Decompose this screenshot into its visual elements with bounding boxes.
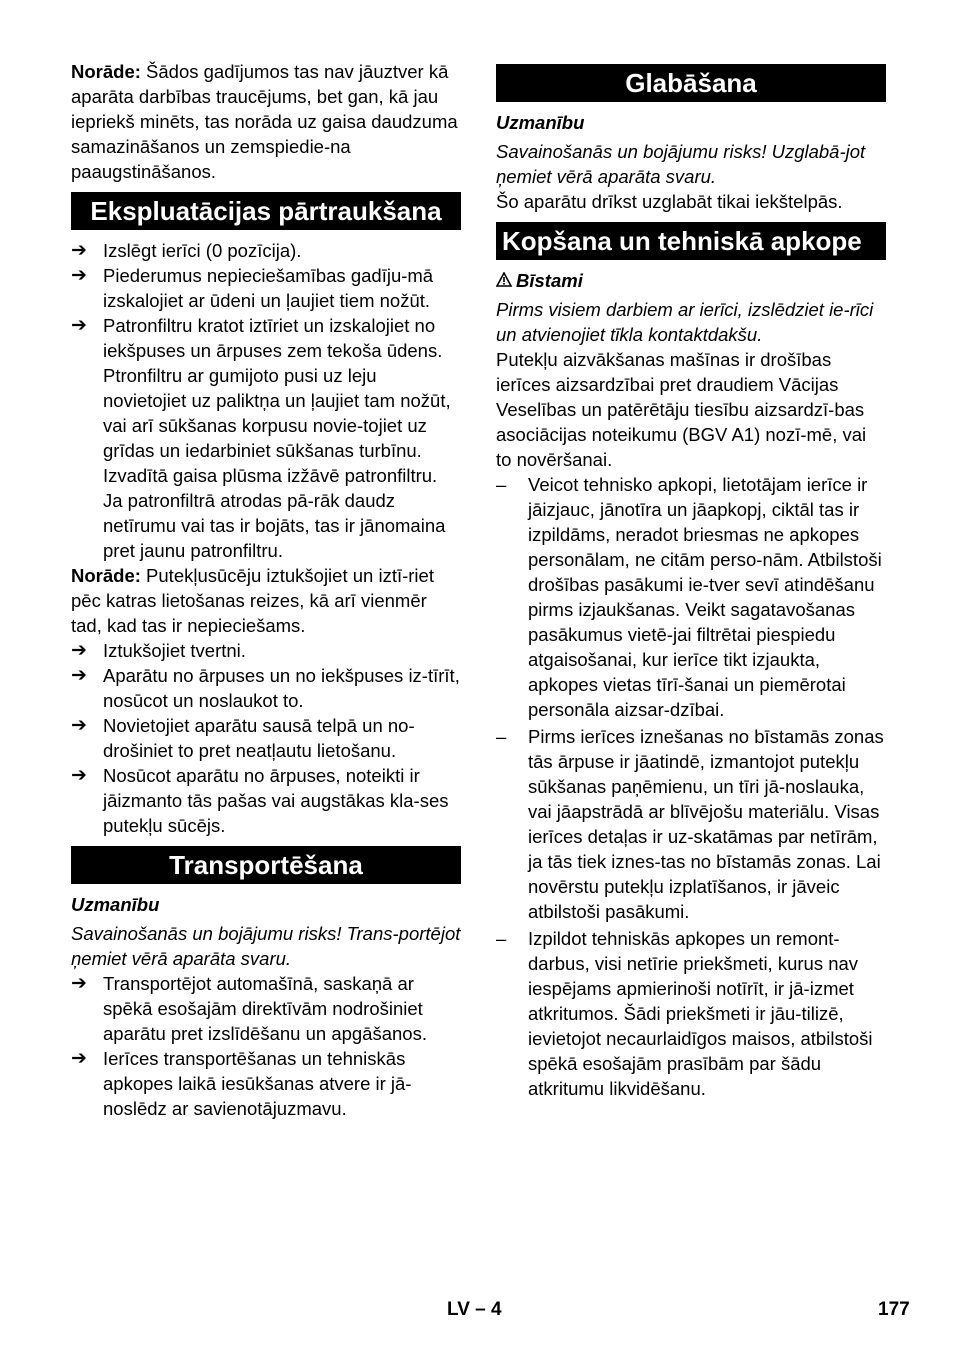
section-heading-decommission: Ekspluatācijas pārtraukšana <box>71 192 461 230</box>
danger-label: Bīstami <box>516 270 583 291</box>
note-paragraph <box>71 563 461 638</box>
arrow-right-icon: ➔ <box>71 265 87 286</box>
dash-bullet-icon: – <box>496 474 507 495</box>
arrow-right-icon: ➔ <box>71 640 87 661</box>
section-heading-transport: Transportēšana <box>71 846 461 884</box>
maintenance-text: Putekļu aizvākšanas mašīnas ir drošības ierīces aizsardzībai pret draudiem Vācijas Veselības un patērētāju tiesību aizsardzī-bas asociācijas noteikumu (BGV A1) nozī-mē, vai to novēršanai. <box>496 349 867 470</box>
list-item: ➔ Piederumus nepieciešamības gadīju-mā izskalojiet ar ūdeni un ļaujiet tiem nožūt. <box>71 265 434 311</box>
caution-label: Uzmanību <box>496 112 585 133</box>
list-item: ➔ Ierīces transportēšanas un tehniskās apkopes laikā iesūkšanas atvere ir jā-noslēdz ar savienotājuzmavu. <box>71 1048 412 1119</box>
arrow-right-icon: ➔ <box>71 1048 87 1069</box>
caution-label: Uzmanību <box>71 894 160 915</box>
storage-text: Šo aparātu drīkst uzglabāt tikai iekštelpās. <box>496 191 843 212</box>
arrow-right-icon: ➔ <box>71 240 87 261</box>
list-item: ➔ Nosūcot aparātu no ārpuses, noteikti ir jāizmanto tās pašas vai augstākas kla-ses putekļu sūcējs. <box>71 765 449 836</box>
footer-language-page: LV – 4 <box>447 1299 502 1320</box>
section-heading-maintenance: Kopšana un tehniskā apkope <box>496 222 886 260</box>
cleaning-list <box>71 638 461 838</box>
section-heading-storage: Glabāšana <box>496 64 886 102</box>
arrow-right-icon: ➔ <box>71 315 87 336</box>
list-item: ➔ Izslēgt ierīci (0 pozīcija). <box>71 240 302 261</box>
note-paragraph <box>71 59 461 184</box>
list-item: – Izpildot tehniskās apkopes un remont-darbus, visi netīrie priekšmeti, kurus nav iespējams apmierinoši notīrīt, ir jā-izmet atkritumos. Šādi priekšmeti ir jāu-tilizē, ievietojot necaurlaidīgos maisos, atbilstoši spēkā esošajām prasībām par šādu atkritumu likvidēšanu. <box>496 928 873 1099</box>
note-label: Norāde: <box>71 565 141 586</box>
note-text: Šādos gadījumos tas nav jāuztver kā aparāta darbības traucējums, bet gan, kā jau iepriekš minēts, tas norāda uz gaisa daudzuma samazināšanos un zemspiedie-na paaugstināšanos. <box>71 61 458 182</box>
caution-text: Savainošanās un bojājumu risks! Trans-portējot ņemiet vērā aparāta svaru. <box>71 923 461 969</box>
danger-heading <box>496 268 886 293</box>
arrow-right-icon: ➔ <box>71 973 87 994</box>
maintenance-list <box>496 472 886 1101</box>
note-text: Putekļusūcēju iztukšojiet un iztī-riet pēc katras lietošanas reizes, kā arī vienmēr tad, kad tas ir nepieciešams. <box>71 565 434 636</box>
list-item: – Veicot tehnisko apkopi, lietotājam ierīce ir jāizjauc, jānotīra un jāapkopj, ciktāl tas ir izpildāms, neradot briesmas ne apkopes personālam, ne citām perso-nām. Atbilstoši drošības pasākumi ie-tver sevī atindēšanu pirms izjaukšanas. Veikt sagatavošanas pasākumus vietē-jai filtrētai piespiedu atgaisošanai, kur ierīce tikt izjaukta, apkopes vietas tīrī-šanai un piemērotai personāla aizsar-dzībai. <box>496 474 882 720</box>
caution-text: Savainošanās un bojājumu risks! Uzglabā-jot ņemiet vērā aparāta svaru. <box>496 141 866 187</box>
dash-bullet-icon: – <box>496 928 507 949</box>
list-item: ➔ Iztukšojiet tvertni. <box>71 640 246 661</box>
arrow-right-icon: ➔ <box>71 665 87 686</box>
left-column <box>71 59 461 1121</box>
danger-text: Pirms visiem darbiem ar ierīci, izslēdziet ie-rīci un atvienojiet tīkla kontaktdakšu. <box>496 299 874 345</box>
footer-page-number: 177 <box>878 1299 910 1320</box>
dash-bullet-icon: – <box>496 726 507 747</box>
arrow-right-icon: ➔ <box>71 765 87 786</box>
right-column <box>496 59 886 1103</box>
transport-list <box>71 971 461 1121</box>
decommission-list <box>71 238 461 563</box>
note-label: Norāde: <box>71 61 141 82</box>
list-item: ➔ Novietojiet aparātu sausā telpā un no-drošiniet to pret neatļautu lietošanu. <box>71 715 415 761</box>
warning-triangle-icon <box>496 268 516 293</box>
list-item: ➔ Aparātu no ārpuses un no iekšpuses iz-tīrīt, nosūcot un noslaukot to. <box>71 665 460 711</box>
list-item: – Pirms ierīces iznešanas no bīstamās zonas tās ārpuse ir jāatindē, izmantojot putekļu sūkšanas paņēmienu, un tīri jā-noslauka, vai jāapstrādā ar blīvējošu materiālu. Visas ierīces detaļas ir uz-skatāmas par netīrām, ja tās tiek iznes-tas no bīstamās zonas. Lai novērstu putekļu izplatīšanos, ir jāveic atbilstoši pasākumi. <box>496 726 884 922</box>
list-item: ➔ Patronfiltru kratot iztīriet un izskalojiet no iekšpuses un ārpuses zem tekoša ūdens. Ptronfiltru ar gumijoto pusi uz leju novietojiet uz paliktņa un ļaujiet tam nožūt, vai arī sūkšanas korpusu novie-tojiet uz grīdas un iedarbiniet sūkšanas turbīnu. Izvadītā gaisa plūsma izžāvē patronfiltru. Ja patronfiltrā atrodas pā-rāk daudz netīrumu vai tas ir bojāts, tas ir jānomaina pret jaunu patronfiltru. <box>71 315 451 561</box>
list-item: ➔ Transportējot automašīnā, saskaņā ar spēkā esošajām direktīvām nodrošiniet aparātu pret izslīdēšanu un apgāšanos. <box>71 973 427 1044</box>
arrow-right-icon: ➔ <box>71 715 87 736</box>
